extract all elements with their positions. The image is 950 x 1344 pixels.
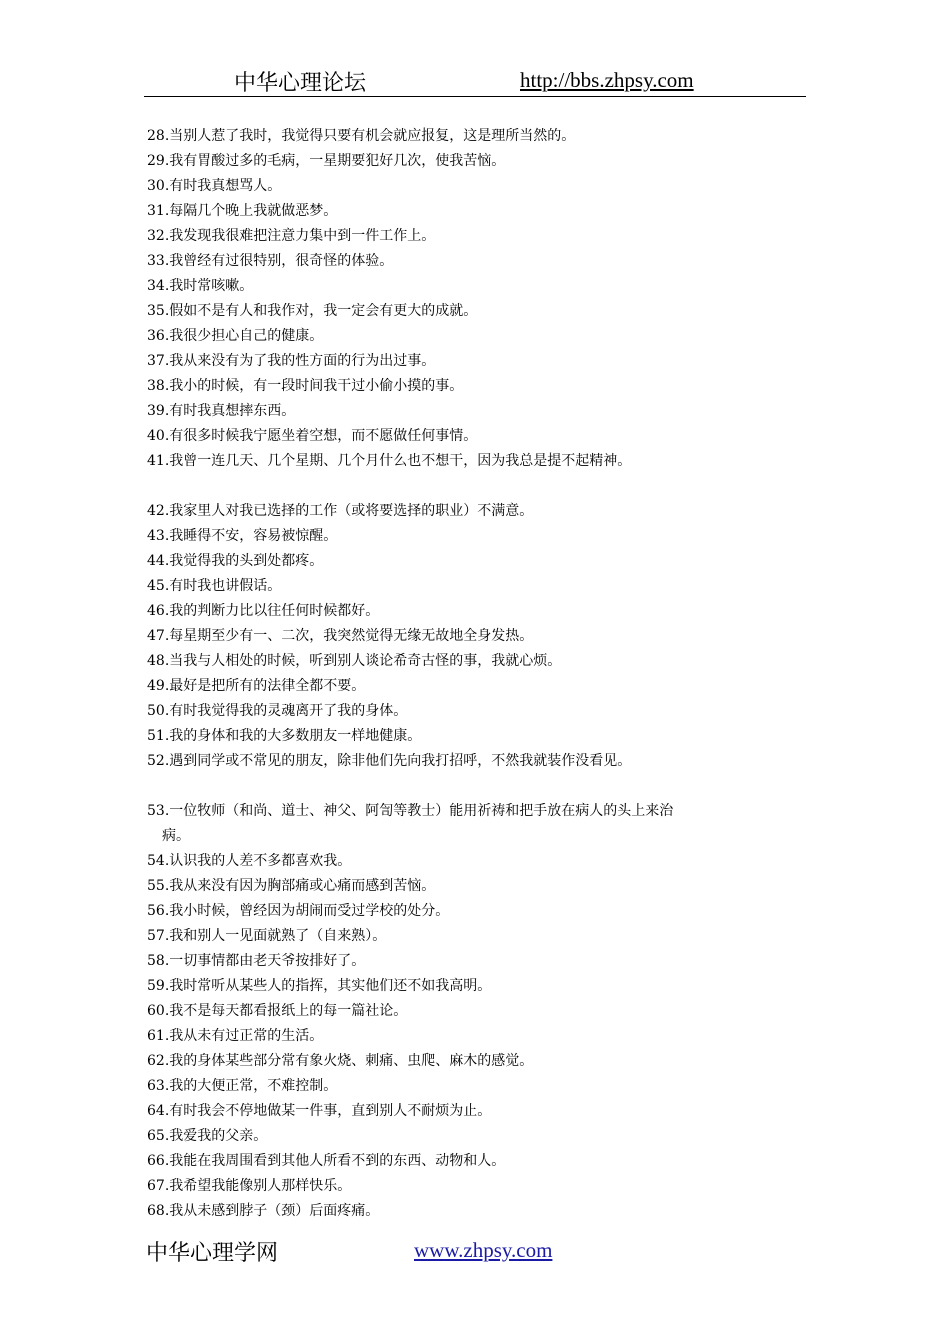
question-item: 67.我希望我能像别人那样快乐。 — [147, 1178, 352, 1194]
question-item: 53.一位牧师（和尚、道士、神父、阿訇等教士）能用祈祷和把手放在病人的头上来治病。 — [147, 803, 674, 844]
question-item: 44.我觉得我的头到处都疼。 — [147, 553, 324, 569]
question-item: 43.我睡得不安，容易被惊醒。 — [147, 528, 338, 544]
question-item: 45.有时我也讲假话。 — [147, 578, 282, 594]
question-item: 52.遇到同学或不常见的朋友，除非他们先向我打招呼，不然我就装作没看见。 — [147, 753, 632, 769]
question-item: 42.我家里人对我已选择的工作（或将要选择的职业）不满意。 — [147, 503, 534, 519]
question-item: 63.我的大便正常，不难控制。 — [147, 1078, 338, 1094]
question-item: 28.当别人惹了我时，我觉得只要有机会就应报复，这是理所当然的。 — [147, 128, 576, 144]
question-item: 65.我爱我的父亲。 — [147, 1128, 268, 1144]
question-item: 35.假如不是有人和我作对，我一定会有更大的成就。 — [147, 303, 478, 319]
header-site-name: 中华心理论坛 — [234, 71, 367, 96]
question-item: 30.有时我真想骂人。 — [147, 178, 282, 194]
question-item: 34.我时常咳嗽。 — [147, 278, 254, 294]
question-item: 29.我有胃酸过多的毛病，一星期要犯好几次，使我苦恼。 — [147, 153, 506, 169]
page-header — [144, 64, 806, 97]
question-item: 31.每隔几个晚上我就做恶梦。 — [147, 203, 338, 219]
question-item: 47.每星期至少有一、二次，我突然觉得无缘无故地全身发热。 — [147, 628, 534, 644]
question-item: 38.我小的时候，有一段时间我干过小偷小摸的事。 — [147, 378, 464, 394]
question-item: 59.我时常听从某些人的指挥，其实他们还不如我高明。 — [147, 978, 492, 994]
question-list — [147, 124, 707, 1224]
question-item: 32.我发现我很难把注意力集中到一件工作上。 — [147, 228, 436, 244]
footer-site-name: 中华心理学网 — [146, 1241, 279, 1266]
page-footer — [146, 1236, 806, 1270]
question-item: 37.我从来没有为了我的性方面的行为出过事。 — [147, 353, 436, 369]
question-item: 60.我不是每天都看报纸上的每一篇社论。 — [147, 1003, 408, 1019]
question-item: 40.有很多时候我宁愿坐着空想，而不愿做任何事情。 — [147, 428, 478, 444]
question-item: 48.当我与人相处的时候，听到别人谈论希奇古怪的事，我就心烦。 — [147, 653, 562, 669]
question-item: 58.一切事情都由老天爷按排好了。 — [147, 953, 366, 969]
header-url-link[interactable]: http://bbs.zhpsy.com — [520, 68, 694, 92]
question-item: 54.认识我的人差不多都喜欢我。 — [147, 853, 352, 869]
footer-url-link[interactable]: www.zhpsy.com — [414, 1238, 553, 1262]
question-item: 50.有时我觉得我的灵魂离开了我的身体。 — [147, 703, 408, 719]
question-item: 41.我曾一连几天、几个星期、几个月什么也不想干，因为我总是提不起精神。 — [147, 453, 632, 469]
question-item: 62.我的身体某些部分常有象火烧、刺痛、虫爬、麻木的感觉。 — [147, 1053, 534, 1069]
question-item: 64.有时我会不停地做某一件事，直到别人不耐烦为止。 — [147, 1103, 492, 1119]
question-item: 33.我曾经有过很特别，很奇怪的体验。 — [147, 253, 394, 269]
question-item: 61.我从未有过正常的生活。 — [147, 1028, 324, 1044]
question-item: 55.我从来没有因为胸部痛或心痛而感到苦恼。 — [147, 878, 436, 894]
question-item: 68.我从未感到脖子（颈）后面疼痛。 — [147, 1203, 380, 1219]
question-item: 57.我和别人一见面就熟了（自来熟）。 — [147, 928, 387, 944]
question-item: 39.有时我真想摔东西。 — [147, 403, 296, 419]
question-item: 49.最好是把所有的法律全都不要。 — [147, 678, 366, 694]
question-item: 51.我的身体和我的大多数朋友一样地健康。 — [147, 728, 422, 744]
question-item: 36.我很少担心自己的健康。 — [147, 328, 324, 344]
question-item: 66.我能在我周围看到其他人所看不到的东西、动物和人。 — [147, 1153, 506, 1169]
question-item: 46.我的判断力比以往任何时候都好。 — [147, 603, 380, 619]
question-item: 56.我小时候，曾经因为胡闹而受过学校的处分。 — [147, 903, 450, 919]
